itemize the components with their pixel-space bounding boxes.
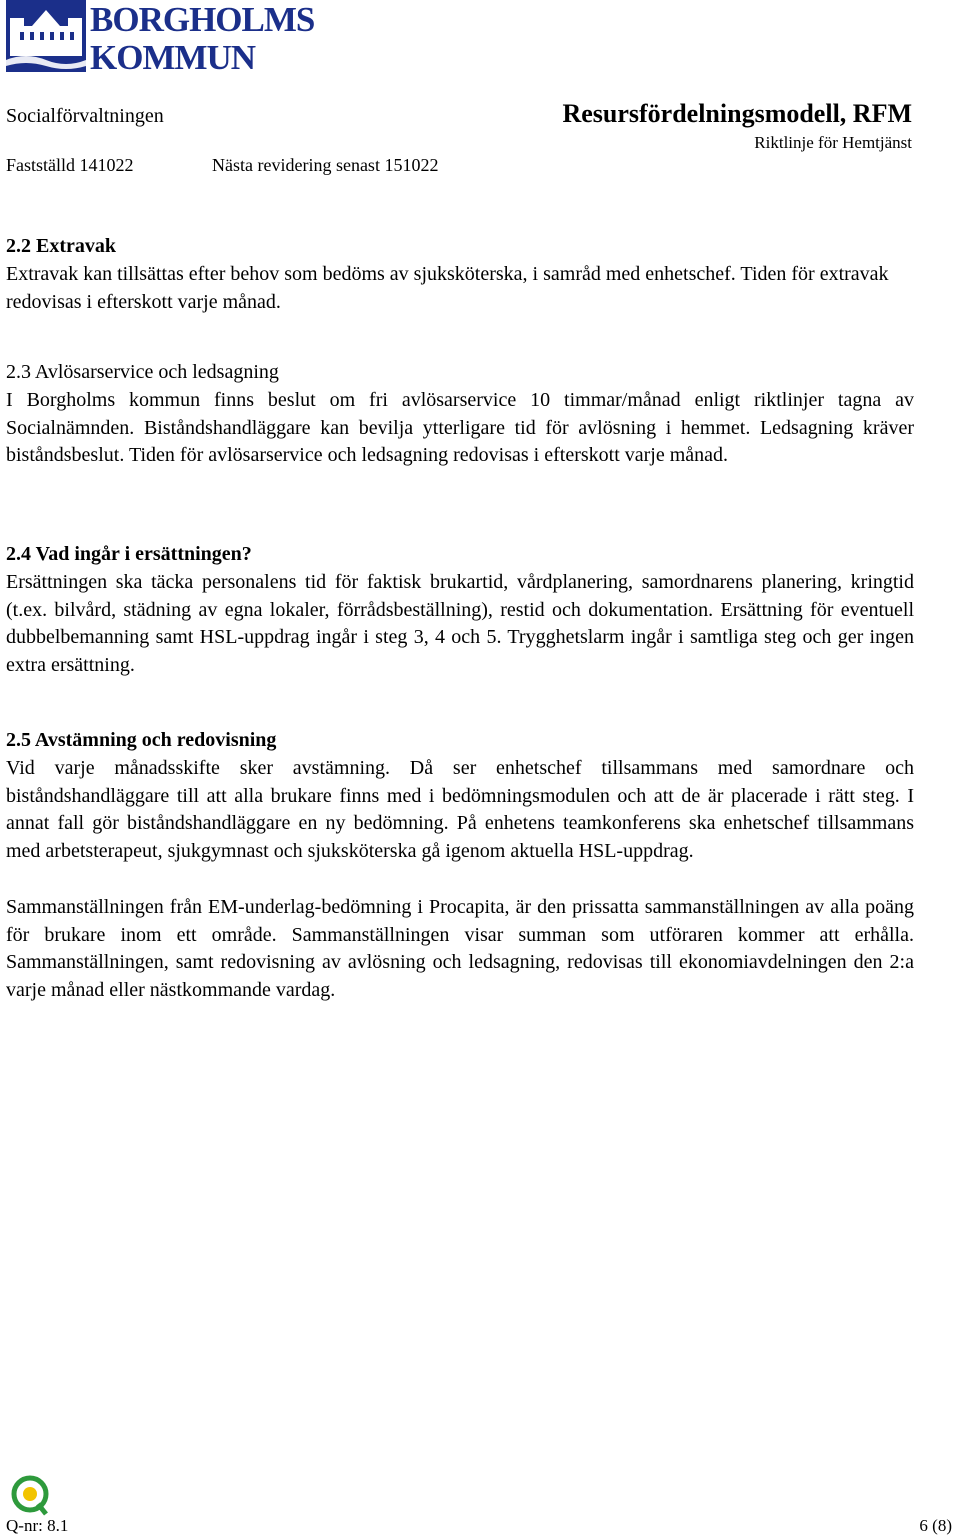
section-paragraph: Ersättningen ska täcka personalens tid för faktisk brukartid, vårdplanering, samordnarens planering, kringtid (t.ex. bilvård, städning av egna lokaler, förrådsbeställning), restid och dokumentation. Ersättning för eventuell dubbelbemanning samt HSL-uppdrag ingår i steg 3, 4 och 5. Trygghetslarm ingår i samtliga steg och ger ingen extra ersättning. xyxy=(6,570,914,677)
section-ersattning xyxy=(6,541,914,680)
page-number: 6 (8) xyxy=(919,1516,952,1535)
document-subtitle: Riktlinje för Hemtjänst xyxy=(754,133,912,152)
section-extravak xyxy=(6,233,914,316)
department-label: Socialförvaltningen xyxy=(6,105,164,127)
revision-date: Nästa revidering senast 151022 xyxy=(212,155,439,175)
section-heading: 2.3 Avlösarservice och ledsagning xyxy=(6,361,279,383)
section-heading: 2.5 Avstämning och redovisning xyxy=(6,729,277,751)
section-heading: 2.4 Vad ingår i ersättningen? xyxy=(6,543,252,565)
section-paragraph: I Borgholms kommun finns beslut om fri avlösarservice 10 timmar/månad enligt riktlinjer tagna av Socialnämnden. Biståndshandläggare kan bevilja ytterligare tid för avlösning i hemmet. Ledsagning kräver biståndsbeslut. Tiden för avlösarservice och ledsagning redovisas i efterskott varje månad. xyxy=(6,388,914,467)
logo-line1: BORGHOLMS xyxy=(90,0,315,39)
castle-emblem-icon xyxy=(6,0,86,72)
established-date: Fastställd 141022 xyxy=(6,155,134,175)
municipality-logo xyxy=(6,0,326,80)
section-paragraph: Sammanställningen från EM-underlag-bedömning i Procapita, är den prissatta sammanställningen av alla poäng för brukare inom ett område. Sammanställningen visar summan som utföraren kommer att erhålla. Sammanställningen, samt redovisning av avlösning och ledsagning, redovisas till ekonomiavdelningen den 2:a varje månad eller nästkommande vardag. xyxy=(6,895,914,1002)
logo-line2: KOMMUN xyxy=(90,38,256,77)
section-avlosarservice xyxy=(6,359,914,470)
document-title: Resursfördelningsmodell, RFM xyxy=(562,99,912,128)
quality-number: Q-nr: 8.1 xyxy=(6,1516,69,1535)
quality-stamp-icon xyxy=(10,1474,50,1516)
section-avstamning xyxy=(6,727,914,1005)
section-paragraph: Extravak kan tillsättas efter behov som bedöms av sjuksköterska, i samråd med enhetschef. Tiden för extravak redovisas i efterskott varje månad. xyxy=(6,262,889,313)
section-paragraph: Vid varje månadsskifte sker avstämning. Då ser enhetschef tillsammans med samordnare och biståndshandläggare till att alla brukare finns med i bedömningsmodulen och att de är placerade i rätt steg. I annat fall gör biståndshandläggare en ny bedömning. På enhetens teamkonferens ska enhetschef tillsammans med arbetsterapeut, sjukgymnast och sjuksköterska gå igenom aktuella HSL-uppdrag. xyxy=(6,756,914,863)
section-heading: 2.2 Extravak xyxy=(6,235,116,257)
